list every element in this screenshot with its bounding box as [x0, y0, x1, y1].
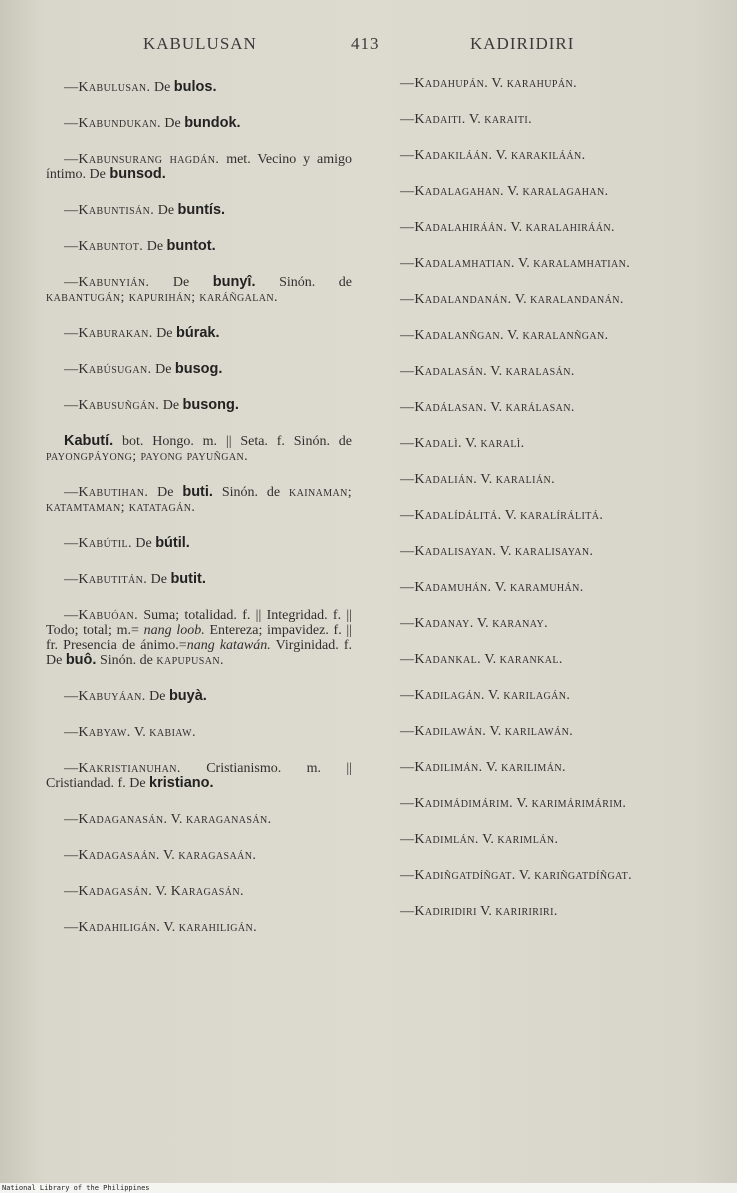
entry: —Kabundukan. De bundok. [64, 115, 241, 131]
left-column [46, 68, 352, 935]
entry: —Kadiridiri V. kariririri. [400, 904, 558, 919]
entry: —Kadalamhatian. V. karalamhatian. [400, 256, 631, 271]
entry: —Kadahiligán. V. karahiligán. [64, 920, 257, 935]
entry: —Kabutitán. De butit. [64, 571, 206, 587]
entry: —Kadalián. V. karalián. [400, 472, 556, 487]
entry: —Kadagasaán. V. karagasaán. [64, 848, 257, 863]
right-column [400, 68, 683, 919]
header-last-entry: KADIRIDIRI [470, 34, 575, 53]
entry: —Kabulusan. De bulos. [64, 79, 217, 95]
entry: —Kadagasán. V. Karagasán. [64, 884, 244, 899]
entry: —Kaburakan. De búrak. [64, 325, 220, 341]
entry: —Kadalídálitá. V. karalírálitá. [400, 508, 604, 523]
entry: —Kadalanñgan. V. karalanñgan. [400, 328, 609, 343]
entry: —Kabyaw. V. kabiaw. [64, 725, 196, 740]
entry: —Kadakiláán. V. karakiláán. [400, 148, 586, 163]
entry: —Kadanay. V. karanay. [400, 616, 548, 631]
entry: —Kadalisayan. V. karalisayan. [400, 544, 594, 559]
entry: —Kadankal. V. karankal. [400, 652, 563, 667]
entry: —Kabunyián. De bunyî. Sinón. de kabantugán; kapurihán; karáñgalan. [46, 274, 353, 305]
entry: —Kakristianuhan. Cristianismo. m. || Cristiandad. f. De kristiano. [46, 761, 353, 791]
entry: —Kadaganasán. V. karaganasán. [64, 812, 272, 827]
entry: —Kadálasan. V. karálasan. [400, 400, 575, 415]
entry: —Kadalandanán. V. karalandanán. [400, 292, 624, 307]
entry: —Kadilagán. V. karilagán. [400, 688, 571, 703]
entry: —Kabusuñgán. De busong. [64, 397, 239, 413]
entry: —Kabúsugan. De busog. [64, 361, 223, 377]
entry: —Kadahupán. V. karahupán. [400, 76, 577, 91]
entry: —Kabunsurang hagdán. met. Vecino y amigo íntimo. De bunsod. [46, 152, 353, 182]
entry: —Kadilawán. V. karilawán. [400, 724, 574, 739]
entry: —Kabutihan. De buti. Sinón. de kainaman; katamtaman; katatagán. [46, 484, 353, 515]
footer-credit: National Library of the Philippines [0, 1183, 737, 1193]
entry: —Kadalagahan. V. karalagahan. [400, 184, 609, 199]
header-first-entry: KABULUSAN [143, 34, 257, 53]
entry: —Kabuntot. De buntot. [64, 238, 216, 254]
entry: —Kadalì. V. karalì. [400, 436, 525, 451]
entry: —Kadimádimárim. V. karimárimárim. [400, 796, 627, 811]
entry: —Kadalahiráán. V. karalahiráán. [400, 220, 615, 235]
running-header [0, 34, 737, 58]
entry: —Kadalasán. V. karalasán. [400, 364, 575, 379]
entry: —Kadimlán. V. karimlán. [400, 832, 559, 847]
entry: —Kadilimán. V. karilimán. [400, 760, 566, 775]
page-number: 413 [351, 34, 380, 53]
entry: —Kabuyáan. De buyà. [64, 688, 207, 704]
entry: —Kabuntisán. De buntís. [64, 202, 226, 218]
entry: —Kadamuhán. V. karamuhán. [400, 580, 584, 595]
entry: —Kadiñgatdíñgat. V. kariñgatdíñgat. [400, 868, 633, 883]
entry: —Kabuóan. Suma; totalidad. f. || Integridad. f. || Todo; total; m.= nang loob. Entereza; impavidez. f. || fr. Presencia de ánimo.=nang katawán. Virginidad. f. De buô. Sinón. de kapupusan. [46, 608, 353, 668]
entry: —Kabútil. De bútil. [64, 535, 190, 551]
entry: Kabutí. bot. Hongo. m. || Seta. f. Sinón. de payongpáyong; payong payuñgan. [46, 433, 352, 464]
entry: —Kadaiti. V. karaiti. [400, 112, 533, 127]
